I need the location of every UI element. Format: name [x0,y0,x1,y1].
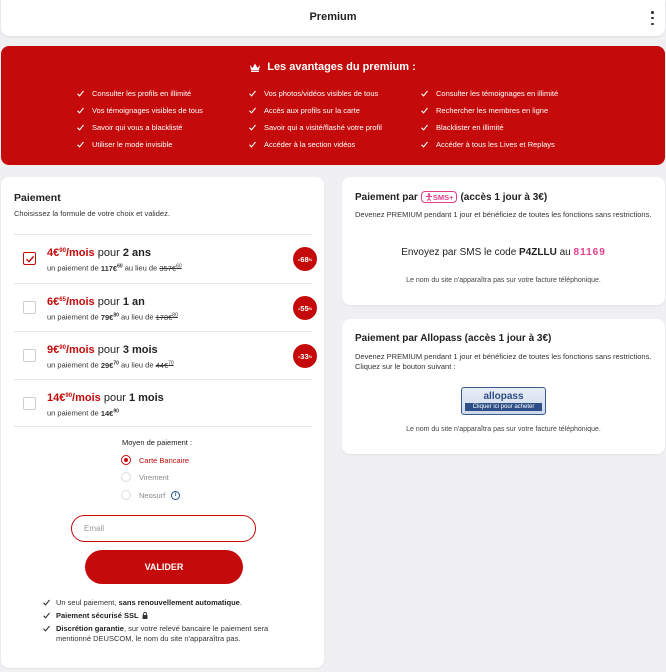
discount-badge: -33 % [293,344,317,368]
valider-button[interactable]: VALIDER [85,550,243,584]
advantage-item: Accès aux profils sur la carte [249,102,421,119]
allopass-buy-button[interactable] [461,387,546,415]
sms-description: Devenez PREMIUM pendant 1 jour et bénéficiez de toutes les fonctions sans restrictions. [355,210,652,219]
plan-price: 9€ [47,344,60,356]
plan-price: 6€ [47,296,60,308]
banner-title: Les avantages du premium : [267,61,416,73]
plan-detail-prefix: un paiement de [47,263,99,273]
plan-price-cents: 90 [65,393,73,399]
plan-old-prefix: au lieu de [120,312,154,322]
allopass-logo: allopass [483,391,524,402]
check-icon [77,141,84,148]
plan-old-prefix: au lieu de [120,360,154,370]
crown-icon [250,63,260,72]
kebab-menu-icon[interactable] [651,11,655,25]
check-icon [421,107,428,114]
plan-checkbox[interactable] [23,301,36,314]
check-icon [43,599,50,606]
plan-checkbox[interactable] [23,252,36,265]
plan-prefix: pour [97,247,120,259]
plan-total: 117€ [100,263,118,273]
check-icon [43,612,50,619]
advantage-item: Utiliser le mode invisible [77,136,249,153]
check-icon [421,124,428,131]
advantage-item: Savoir qui a visité/flashé votre profil [249,119,421,136]
plan-duration: 1 an [122,296,145,308]
plan-old-cents: 60 [176,263,182,269]
plan-price-cents: 65 [59,297,66,303]
plan-duration: 3 mois [122,344,158,356]
sms-fine-print: Le nom du site n'apparaîtra pas sur votre facture téléphonique. [406,277,601,284]
plan-per: /mois [65,296,95,308]
payment-notes [43,598,303,647]
page-title: Premium [309,11,357,23]
top-bar [1,0,665,36]
allopass-description: Devenez PREMIUM pendant 1 jour et bénéficiez de toutes les fonctions sans restrictions. Cliquez sur le bouton suivant : [355,352,652,371]
person-icon [425,193,433,201]
plan-prefix: pour [103,392,126,404]
advantages-list [77,85,617,153]
plan-price-cents: 90 [59,248,66,254]
payment-subtitle: Choisissez la formule de votre choix et validez. [14,209,170,218]
allopass-fine-print: Le nom du site n'apparaîtra pas sur votre facture téléphonique. [406,426,601,433]
discount-badge: -68 % [293,247,317,271]
plan-duration: 2 ans [122,247,151,259]
advantage-item: Blacklister en illimité [421,119,593,136]
allopass-payment-card [342,319,665,454]
lock-icon [142,612,148,619]
payment-method-title: Moyen de paiement : [122,438,193,447]
info-icon[interactable]: i [171,491,180,500]
advantage-item: Vos photos/vidéos visibles de tous [249,85,421,102]
check-icon [421,90,428,97]
allopass-title: Paiement par Allopass (accès 1 jour à 3€) [355,333,552,344]
plan-checkbox[interactable] [23,349,36,362]
check-icon [77,124,84,131]
plan-total-cents: 90 [113,408,119,414]
plan-option-1-an[interactable] [14,283,312,331]
check-icon [249,141,256,148]
plan-total-cents: 80 [113,312,119,318]
note-item: Un seul paiement, sans renouvellement automatique. [43,598,303,608]
advantage-item: Consulter les témoignages en illimité [421,85,593,102]
plan-total: 29€ [100,360,114,370]
radio-carte-bancaire[interactable]: Carte Bancaire [121,455,189,465]
plan-detail-prefix: un paiement de [47,312,99,322]
plan-detail-prefix: un paiement de [47,360,99,370]
plan-price-cents: 90 [59,345,66,351]
allopass-cta: Cliquer ici pour acheter [465,403,542,411]
plan-per: /mois [65,247,95,259]
plan-detail-prefix: un paiement de [47,408,99,418]
plan-duration: 1 mois [128,392,164,404]
sms-instruction: Envoyez par SMS le code P4ZLLU au 81169 [401,247,606,258]
plan-prefix: pour [97,344,120,356]
plan-total-cents: 70 [113,360,119,366]
plan-option-3-mois[interactable] [14,331,312,379]
advantage-item: Savoir qui vous a blacklisté [77,119,249,136]
plan-per: /mois [65,344,95,356]
plan-prefix: pour [97,296,120,308]
plan-per: /mois [72,392,101,404]
plan-price: 14€ [47,392,66,404]
check-icon [25,254,35,264]
check-icon [421,141,428,148]
advantage-item: Consulter les profils en illimité [77,85,249,102]
plan-old-cents: 70 [168,360,174,366]
plan-total: 14€ [100,408,114,418]
payment-card [1,177,324,668]
check-icon [249,124,256,131]
advantage-item: Accéder à la section vidéos [249,136,421,153]
advantage-item: Rechercher les membres en ligne [421,102,593,119]
plan-old-price: 178€ [155,312,173,322]
plan-old-cents: 80 [172,312,178,318]
plan-option-1-mois[interactable] [14,379,312,427]
plan-old-prefix: au lieu de [124,263,158,273]
check-icon [249,107,256,114]
plan-total-cents: 60 [117,263,123,269]
plan-total: 79€ [100,312,114,322]
email-input[interactable] [71,515,256,542]
advantage-item: Accéder à tous les Lives et Replays [421,136,593,153]
radio-neosurf[interactable]: Neosurf i [121,490,180,500]
check-icon [249,90,256,97]
payment-title: Paiement [14,192,61,204]
sms-number: 81169 [573,247,606,258]
sms-plus-badge: SMS+ [421,191,458,203]
premium-advantages-banner [1,46,665,165]
radio-virement[interactable]: Virement [121,472,169,482]
plan-option-2-ans[interactable] [14,234,312,282]
check-icon [77,90,84,97]
note-item: Discrétion garantie, sur votre relevé bancaire le paiement sera mentionné DEUSCOM, le nom du site n'apparaîtra pas. [43,624,303,644]
discount-badge: -55 % [293,296,317,320]
sms-code: P4ZLLU [519,247,557,258]
sms-title: Paiement par SMS+ (accès 1 jour à 3€) [355,191,548,203]
plan-price: 4€ [47,247,60,259]
advantage-item: Vos témoignages visibles de tous [77,102,249,119]
plan-old-price: 357€ [159,263,177,273]
sms-payment-card [342,177,665,305]
plan-old-price: 44€ [155,360,169,370]
note-item: Paiement sécurisé SSL [43,611,303,621]
check-icon [77,107,84,114]
plan-checkbox[interactable] [23,397,36,410]
check-icon [43,625,50,632]
